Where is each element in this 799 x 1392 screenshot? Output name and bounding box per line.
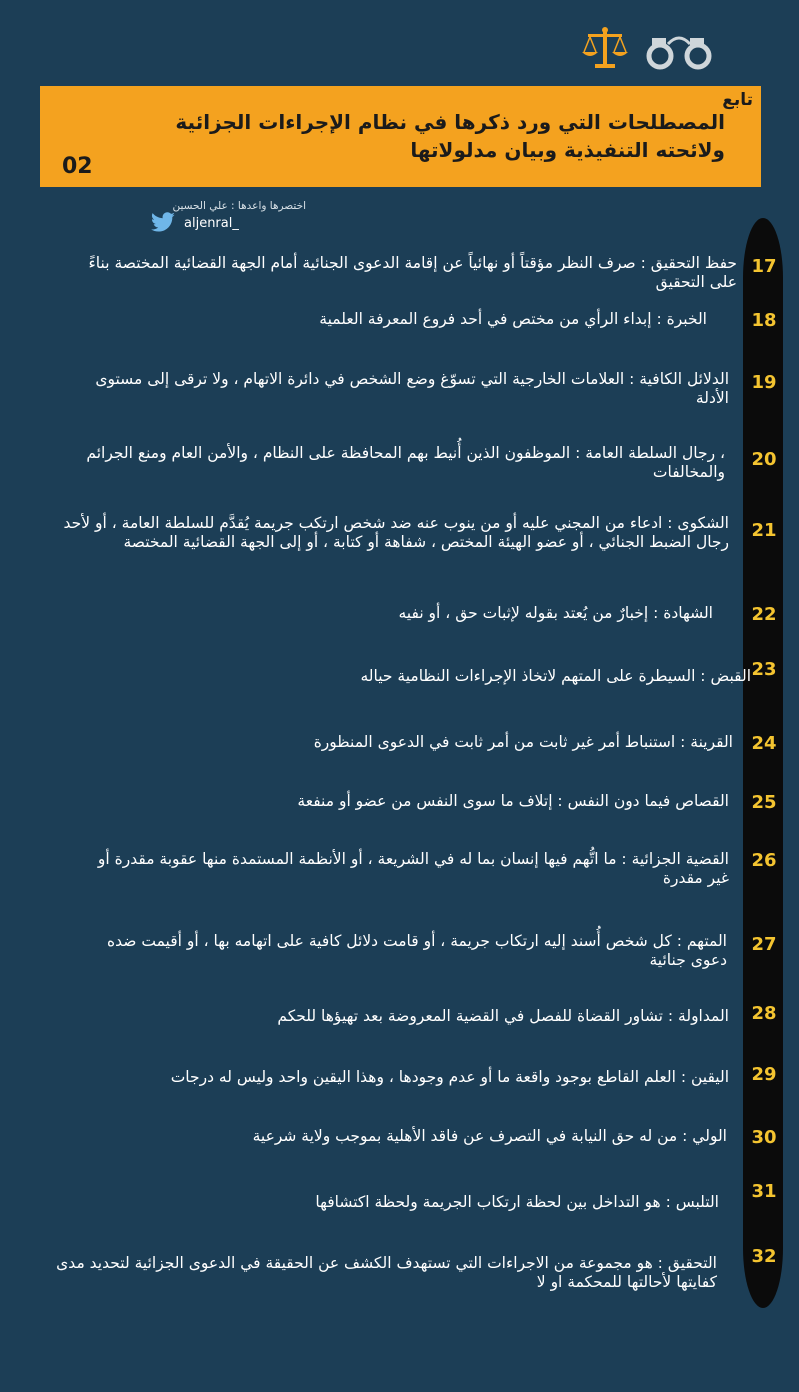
item-text: التحقيق : هو مجموعة من الاجراءات التي تستهدف الكشف عن الحقيقة في الدعوى الجزائية لتحديد مدى كفايتها لأحالتها للمحكمة او لا [56, 1254, 717, 1291]
item-text: حفظ التحقيق : صرف النظر مؤقتاً أو نهائياً عن إقامة الدعوى الجنائية أمام الجهة القضائية المختصة بناءً على التحقيق [88, 254, 737, 291]
twitter-icon [150, 212, 176, 238]
title-line-2: ولائحته التنفيذية وبيان مدلولاتها [410, 138, 725, 162]
item-number: 32 [751, 1246, 777, 1267]
item-number: 30 [751, 1127, 777, 1148]
item-number: 28 [751, 1003, 777, 1024]
item-number: 22 [751, 604, 777, 625]
item-text: الشهادة : إخبارٌ من يُعتد بقوله لإثبات حق ، أو نفيه [398, 604, 713, 622]
continued-label: تابع [722, 90, 753, 110]
item-number: 18 [751, 310, 777, 331]
item-text: المتهم : كل شخص أُسند إليه ارتكاب جريمة ، أو قامت دلائل كافية على اتهامه بها ، أو أقيمت ضده دعوى جنائية [107, 932, 727, 969]
item-number: 21 [751, 520, 777, 541]
item-number: 29 [751, 1064, 777, 1085]
header-icons [578, 22, 718, 74]
item-text: القضية الجزائية : ما اتُّهم فيها إنسان بما له في الشريعة ، أو الأنظمة المستمدة منها عقوبة مقدرة أو غير مقدرة [97, 850, 729, 887]
item-number: 25 [751, 792, 777, 813]
item-number: 19 [751, 372, 777, 393]
page-number: 02 [62, 154, 93, 179]
item-text: التلبس : هو التداخل بين لحظة ارتكاب الجريمة ولحظة اكتشافها [315, 1193, 719, 1211]
scales-of-justice-icon [582, 27, 628, 68]
item-text: الولي : من له حق النيابة في التصرف عن فاقد الأهلية بموجب ولاية شرعية [252, 1127, 727, 1145]
item-text: ، رجال السلطة العامة : الموظفون الذين أُنيط بهم المحافظة على النظام ، والأمن العام ومنع الجرائم والمخالفات [86, 444, 725, 481]
item-text: الشكوى : ادعاء من المجني عليه أو من ينوب عنه ضد شخص ارتكب جريمة يُقدَّم للسلطة العامة ، أو لأحد رجال الضبط الجنائي ، أو عضو الهيئة المختص ، شفاهة أو كتابة ، أو إلى الجهة القضائية المختصة [63, 514, 729, 551]
item-text: القرينة : استنباط أمر غير ثابت من أمر ثابت في الدعوى المنظورة [313, 733, 733, 751]
item-number: 24 [751, 733, 777, 754]
item-number: 26 [751, 850, 777, 871]
item-number: 31 [751, 1181, 777, 1202]
item-text: الخبرة : إبداء الرأي من مختص في أحد فروع المعرفة العلمية [319, 310, 707, 328]
title-line-1: المصطلحات التي ورد ذكرها في نظام الإجراءات الجزائية [175, 110, 725, 134]
handcuffs-icon [649, 38, 709, 67]
author-credit: اختصرها واعدها : علي الحسين [172, 200, 306, 212]
title-banner [40, 86, 761, 187]
item-text: القبض : السيطرة على المتهم لاتخاذ الإجراءات النظامية حياله [360, 667, 751, 685]
item-text: اليقين : العلم القاطع بوجود واقعة ما أو عدم وجودها ، وهذا اليقين واحد وليس له درجات [170, 1068, 729, 1086]
item-number: 27 [751, 934, 777, 955]
item-text: المداولة : تشاور القضاة للفصل في القضية المعروضة بعد تهيؤها للحكم [277, 1007, 729, 1025]
item-text: القصاص فيما دون النفس : إتلاف ما سوى النفس من عضو أو منفعة [297, 792, 729, 810]
item-number: 23 [751, 659, 777, 680]
item-number: 17 [751, 256, 777, 277]
item-text: الدلائل الكافية : العلامات الخارجية التي تسوّغ وضع الشخص في دائرة الاتهام ، ولا ترقى إلى مستوى الأدلة [95, 370, 729, 407]
twitter-handle: aljenral_ [184, 216, 239, 231]
item-number: 20 [751, 449, 777, 470]
